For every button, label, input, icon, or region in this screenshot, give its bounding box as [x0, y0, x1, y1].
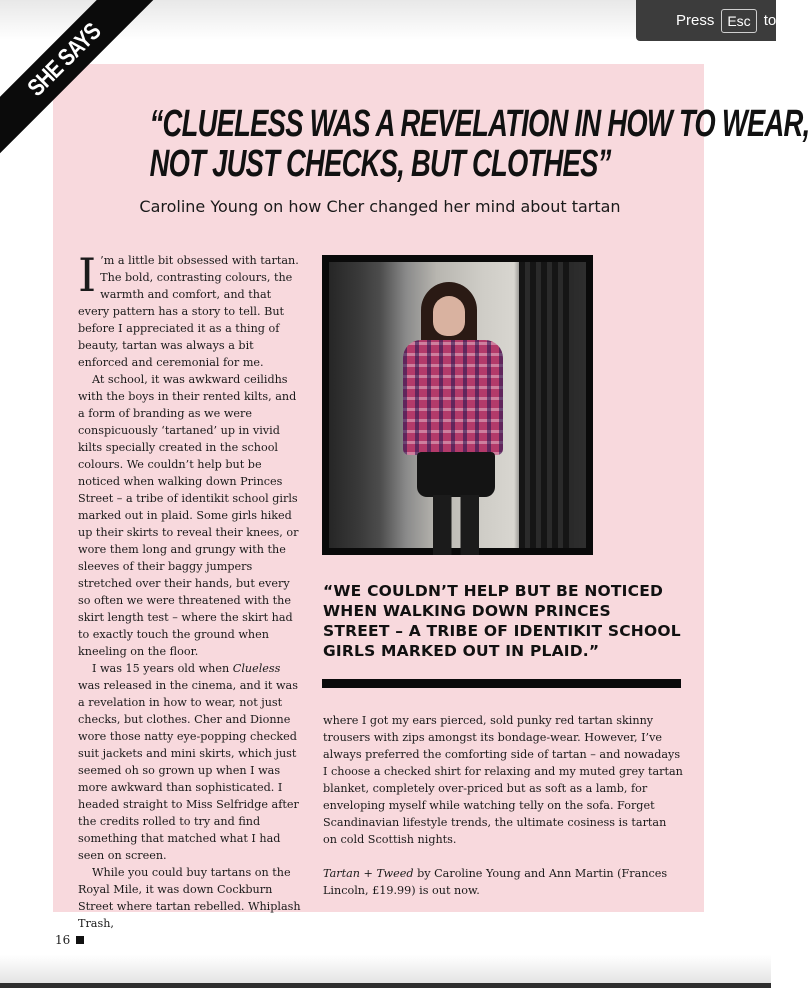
- headline-line-2: NOT JUST CHECKS, BUT CLOTHES”: [149, 143, 611, 185]
- article-body-right-column: [323, 712, 683, 899]
- body-paragraph-3-start: I was 15 years old when: [92, 662, 233, 675]
- headline-line-1: “CLUELESS WAS A REVELATION IN HOW TO WEAR,: [149, 103, 809, 145]
- pull-quote: “WE COULDN’T HELP BUT BE NOTICED WHEN WALKING DOWN PRINCES STREET – A TRIBE OF IDENTIKIT SCHOOL GIRLS MARKED OUT IN PLAID.”: [323, 582, 681, 660]
- exit-fullscreen-hint: [636, 0, 776, 41]
- body-paragraph-1-text: ’m a little bit obsessed with tartan. The bold, contrasting colours, the warmth and comfort, and that every pattern has a story to tell. But before I appreciated it as a thing of beauty, tartan was always a bit enforced and ceremonial for me.: [78, 254, 299, 369]
- press-label: Press: [676, 12, 715, 29]
- page-number: [55, 933, 84, 947]
- book-credit-text: by Caroline Young and Ann Martin (Frances Lincoln, £19.99) is out now.: [323, 867, 668, 897]
- body-paragraph-4: While you could buy tartans on the Royal Mile, it was down Cockburn Street where tartan rebelled. Whiplash Trash,: [78, 866, 301, 930]
- book-title: Tartan + Tweed: [323, 867, 414, 880]
- section-banner: [0, 0, 160, 160]
- viewer-bottom-bar: [0, 983, 771, 988]
- photo-door-bars: [519, 262, 574, 548]
- photo-figure-legs: [433, 495, 479, 555]
- body-paragraph-2: At school, it was awkward ceilidhs with the boys in their rented kilts, and a form of branding as we were conspicuously ‘tartaned’ up in vivid kilts specially created in the school colours. We couldn’t help but be noticed when walking down Princes Street – a tribe of identikit school girls marked out in plaid. Some girls hiked up their skirts to reveal their knees, or wore them long and grungy with the sleeves of their baggy jumpers stretched over their hands, but every so often we were threatened with the skirt length test – where the skirt had to exactly touch the ground when kneeling on the floor.: [78, 373, 299, 658]
- pull-quote-rule: [322, 679, 681, 688]
- photo-figure-skirt: [417, 452, 495, 497]
- esc-key-badge[interactable]: Esc: [721, 9, 756, 33]
- section-banner-ribbon: [0, 0, 164, 159]
- book-credit: [323, 865, 683, 899]
- viewer-bottom-shadow: [0, 955, 771, 983]
- body-paragraph-3: [78, 660, 302, 864]
- article-standfirst: Caroline Young on how Cher changed her mind about tartan: [139, 197, 621, 216]
- page-number-value: 16: [55, 933, 71, 947]
- body-paragraph-3-rest: was released in the cinema, and it was a revelation in how to wear, not just checks, but clothes. Cher and Dionne wore those natty eye-popping checked suit jackets and mini skirts, which just seemed oh so grown up when I was more awkward than sophisticated. I headed straight to Miss Selfridge after the credits rolled to try and find something that matched what I had seen on screen.: [78, 679, 299, 862]
- author-photo: [329, 262, 586, 548]
- film-title: Clueless: [232, 662, 281, 675]
- article-body-left-column: [78, 248, 302, 932]
- body-paragraph-1: [78, 248, 302, 371]
- photo-figure-tartan-shirt: [403, 340, 503, 455]
- author-photo-frame: [322, 255, 593, 555]
- page-end-square-icon: [76, 936, 84, 944]
- section-banner-label: SHE SAYS: [22, 17, 107, 102]
- photo-figure-face: [433, 296, 465, 336]
- drop-cap: I: [78, 248, 97, 302]
- body-paragraph-5: where I got my ears pierced, sold punky red tartan skinny trousers with zips amongst its bondage-wear. However, I’ve always preferred the comforting side of tartan – and nowadays I choose a checked shirt for relaxing and my muted grey tartan blanket, completely over-priced but as soft as a lamb, for enveloping myself while watching telly on the sofa. Forget Scandinavian lifestyle trends, the ultimate cosiness is tartan on cold Scottish nights.: [323, 714, 683, 846]
- to-label: to: [763, 12, 777, 29]
